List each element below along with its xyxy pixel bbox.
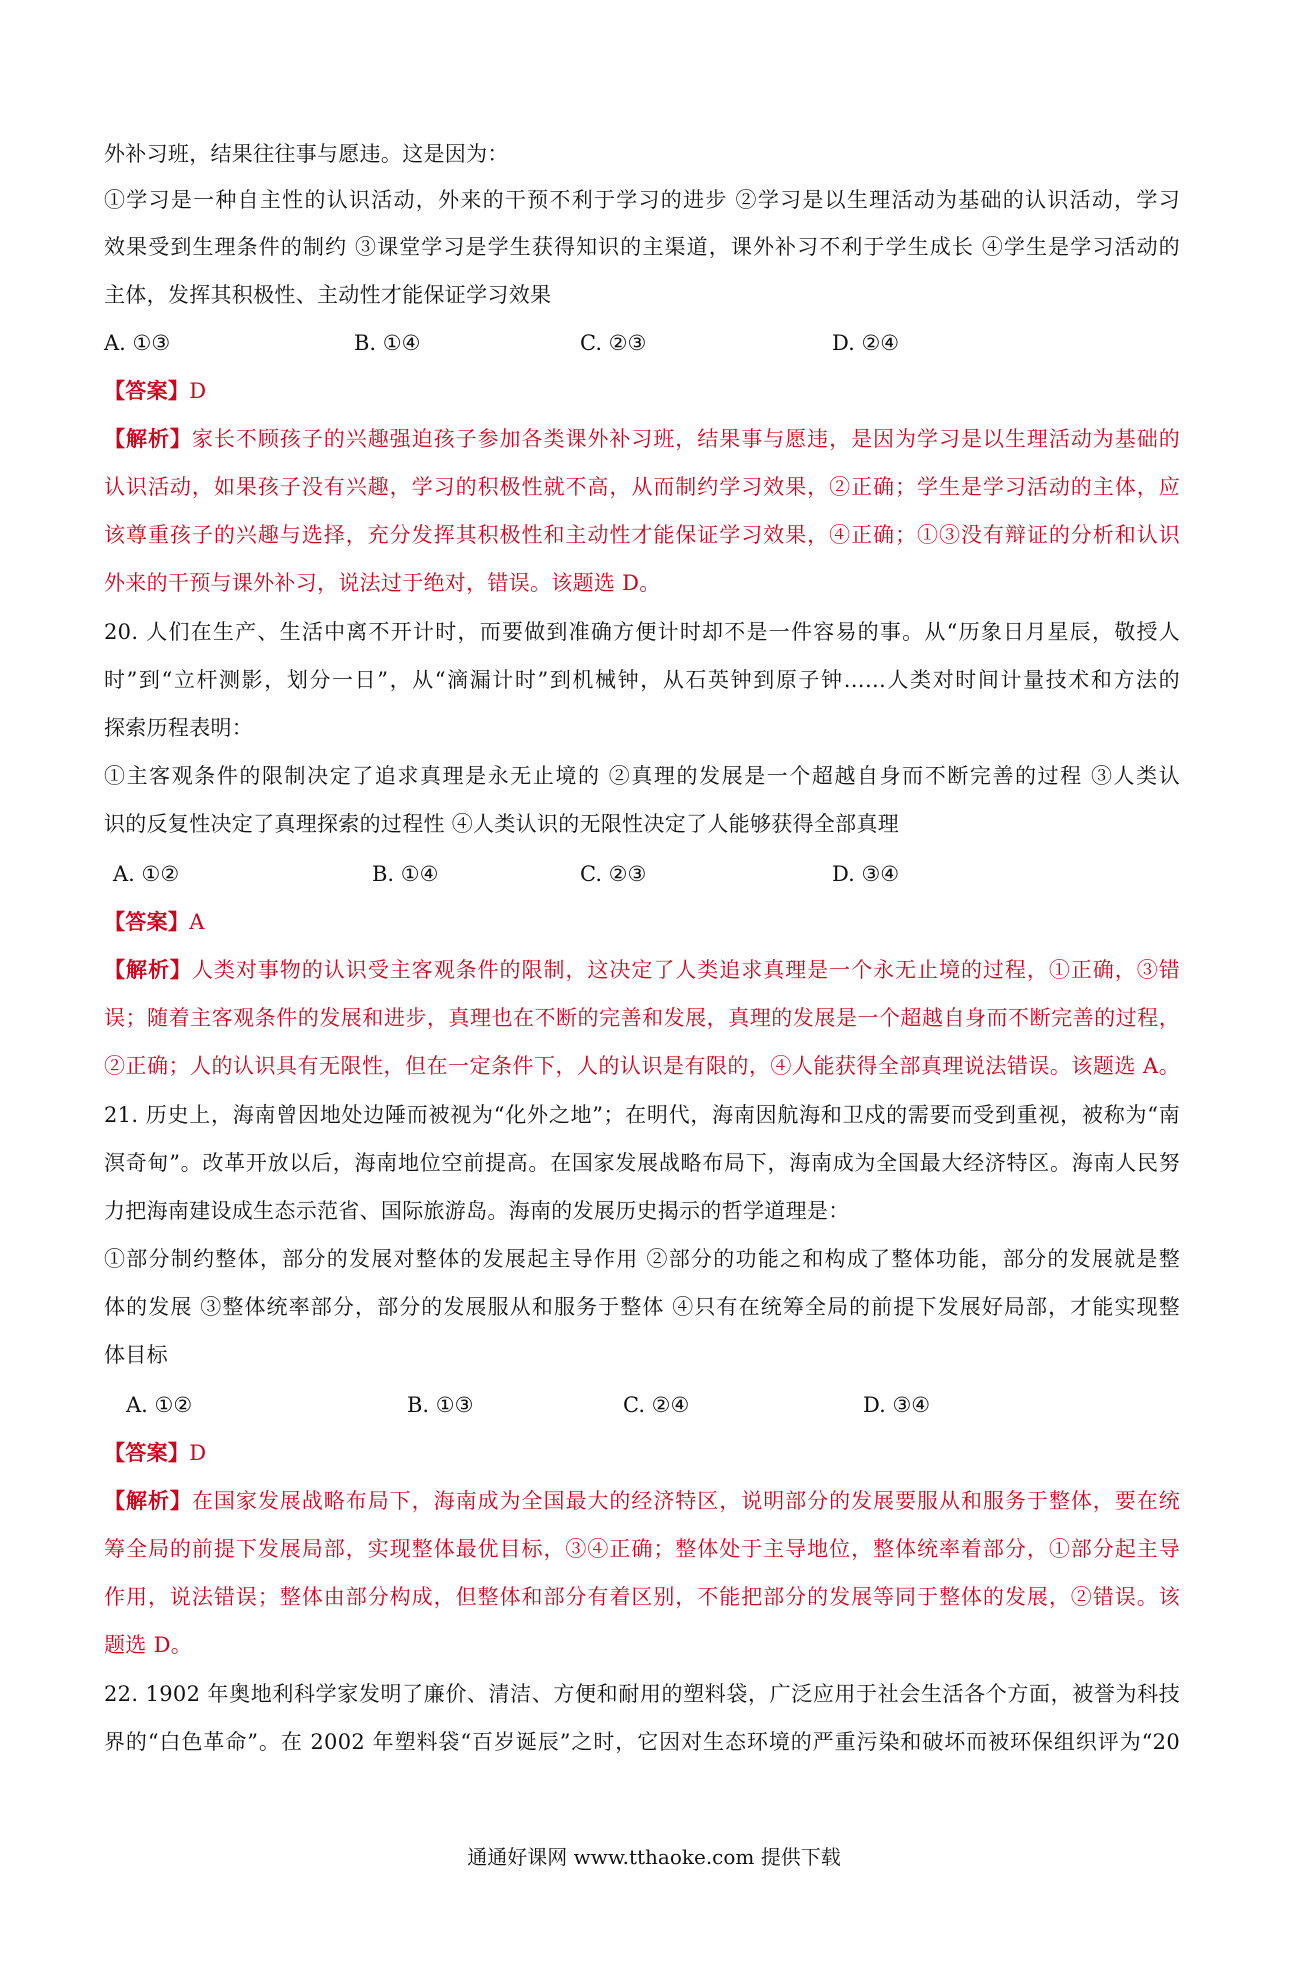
q20-stem-line-1: 20. 人们在生产、生活中离不开计时，而要做到准确方便计时却不是一件容易的事。从“历象日月星辰，敬授人: [104, 620, 1180, 644]
q19-option-a: A. ①③: [104, 331, 171, 355]
analysis-tag: 【解析】: [104, 1488, 192, 1513]
q20-option-b: B. ①④: [372, 862, 439, 886]
q20-stem-line-2: 时”到“立杆测影，划分一日”，从“滴漏计时”到机械钟，从石英钟到原子钟……人类对时间计量技术和方法的: [104, 668, 1180, 692]
q20-analysis-line-1: [104, 956, 1180, 984]
q20-option-a: A. ①②: [113, 862, 180, 886]
answer-value: A: [189, 910, 205, 934]
answer-tag: 【答案】: [104, 378, 190, 403]
analysis-text: 家长不顾孩子的兴趣强迫孩子参加各类课外补习班，结果事与愿违，是因为学习是以生理活动为基础的: [191, 427, 1181, 451]
analysis-text: 在国家发展战略布局下，海南成为全国最大的经济特区，说明部分的发展要服从和服务于整体，要在统: [191, 1489, 1181, 1513]
q21-option-b: B. ①③: [407, 1393, 474, 1417]
q21-analysis-line-4: 题选 D。: [104, 1633, 193, 1657]
q20-option-c: C. ②③: [580, 862, 647, 886]
answer-tag: 【答案】: [104, 909, 190, 934]
q21-analysis-line-2: 筹全局的前提下发展局部，实现整体最优目标，③④正确；整体处于主导地位，整体统率着部分，①部分起主导: [104, 1537, 1180, 1561]
analysis-tag: 【解析】: [104, 957, 192, 982]
answer-value: D: [189, 379, 207, 403]
q19-option-d: D. ②④: [832, 331, 900, 355]
q19-analysis-line-4: 外来的干预与课外补习，说法过于绝对，错误。该题选 D。: [104, 571, 661, 595]
q20-stem-line-3: 探索历程表明：: [104, 716, 254, 740]
q21-option-c: C. ②④: [623, 1393, 690, 1417]
q21-stem-line-3: 力把海南建设成生态示范省、国际旅游岛。海南的发展历史揭示的哲学道理是：: [104, 1199, 850, 1223]
q21-option-d: D. ③④: [863, 1393, 931, 1417]
q21-stem-line-1: 21. 历史上，海南曾因地处边陲而被视为“化外之地”；在明代，海南因航海和卫戍的需要而受到重视，被称为“南: [104, 1103, 1180, 1127]
analysis-text: 人类对事物的认识受主客观条件的限制，这决定了人类追求真理是一个永无止境的过程，①正确，③错: [191, 958, 1181, 982]
q19-statement-line-2: 效果受到生理条件的制约 ③课堂学习是学生获得知识的主渠道，课外补习不利于学生成长 ④学生是学习活动的: [104, 235, 1180, 259]
q19-statement-line-3: 主体，发挥其积极性、主动性才能保证学习效果: [104, 283, 552, 307]
answer-value: D: [189, 1441, 207, 1465]
q21-answer: [104, 1439, 1180, 1467]
answer-tag: 【答案】: [104, 1440, 190, 1465]
analysis-tag: 【解析】: [104, 426, 192, 451]
q19-analysis-line-2: 认识活动，如果孩子没有兴趣，学习的积极性就不高，从而制约学习效果，②正确；学生是学习活动的主体，应: [104, 475, 1180, 499]
q21-stem-line-2: 溟奇甸”。改革开放以后，海南地位空前提高。在国家发展战略布局下，海南成为全国最大经济特区。海南人民努: [104, 1151, 1180, 1175]
q20-statement-line-1: ①主客观条件的限制决定了追求真理是永无止境的 ②真理的发展是一个超越自身而不断完善的过程 ③人类认: [104, 764, 1180, 788]
q20-analysis-line-3: ②正确；人的认识具有无限性，但在一定条件下，人的认识是有限的，④人能获得全部真理说法错误。该题选 A。: [104, 1054, 1180, 1078]
q21-statement-line-1: ①部分制约整体，部分的发展对整体的发展起主导作用 ②部分的功能之和构成了整体功能，部分的发展就是整: [104, 1247, 1180, 1271]
q19-analysis-line-3: 该尊重孩子的兴趣与选择，充分发挥其积极性和主动性才能保证学习效果，④正确；①③没有辩证的分析和认识: [104, 523, 1180, 547]
q20-analysis-line-2: 误；随着主客观条件的发展和进步，真理也在不断的完善和发展，真理的发展是一个超越自身而不断完善的过程，: [104, 1006, 1180, 1030]
q19-option-c: C. ②③: [580, 331, 647, 355]
q21-option-a: A. ①②: [126, 1393, 193, 1417]
q19-option-b: B. ①④: [354, 331, 421, 355]
q20-option-d: D. ③④: [832, 862, 900, 886]
q19-stem-tail: 外补习班，结果往往事与愿违。这是因为：: [104, 142, 509, 166]
q19-statement-line-1: ①学习是一种自主性的认识活动，外来的干预不利于学习的进步 ②学习是以生理活动为基础的认识活动，学习: [104, 188, 1180, 212]
q19-analysis-line-1: [104, 425, 1180, 453]
q22-stem-line-1: 22. 1902 年奥地利科学家发明了廉价、清洁、方便和耐用的塑料袋，广泛应用于社会生活各个方面，被誉为科技: [104, 1682, 1180, 1706]
q20-answer: [104, 908, 1180, 936]
q21-analysis-line-3: 作用，说法错误；整体由部分构成，但整体和部分有着区别，不能把部分的发展等同于整体的发展，②错误。该: [104, 1585, 1180, 1609]
q21-analysis-line-1: [104, 1487, 1180, 1515]
q21-statement-line-3: 体目标: [104, 1343, 168, 1367]
q19-answer: [104, 377, 1180, 405]
page-footer: 通通好课网 www.tthaoke.com 提供下载: [467, 1845, 841, 1869]
q20-statement-line-2: 识的反复性决定了真理探索的过程性 ④人类认识的无限性决定了人能够获得全部真理: [104, 812, 900, 836]
q22-stem-line-2: 界的“白色革命”。在 2002 年塑料袋“百岁诞辰”之时，它因对生态环境的严重污染和破坏而被环保组织评为“20: [104, 1730, 1180, 1754]
q21-statement-line-2: 体的发展 ③整体统率部分，部分的发展服从和服务于整体 ④只有在统筹全局的前提下发展好局部，才能实现整: [104, 1295, 1180, 1319]
